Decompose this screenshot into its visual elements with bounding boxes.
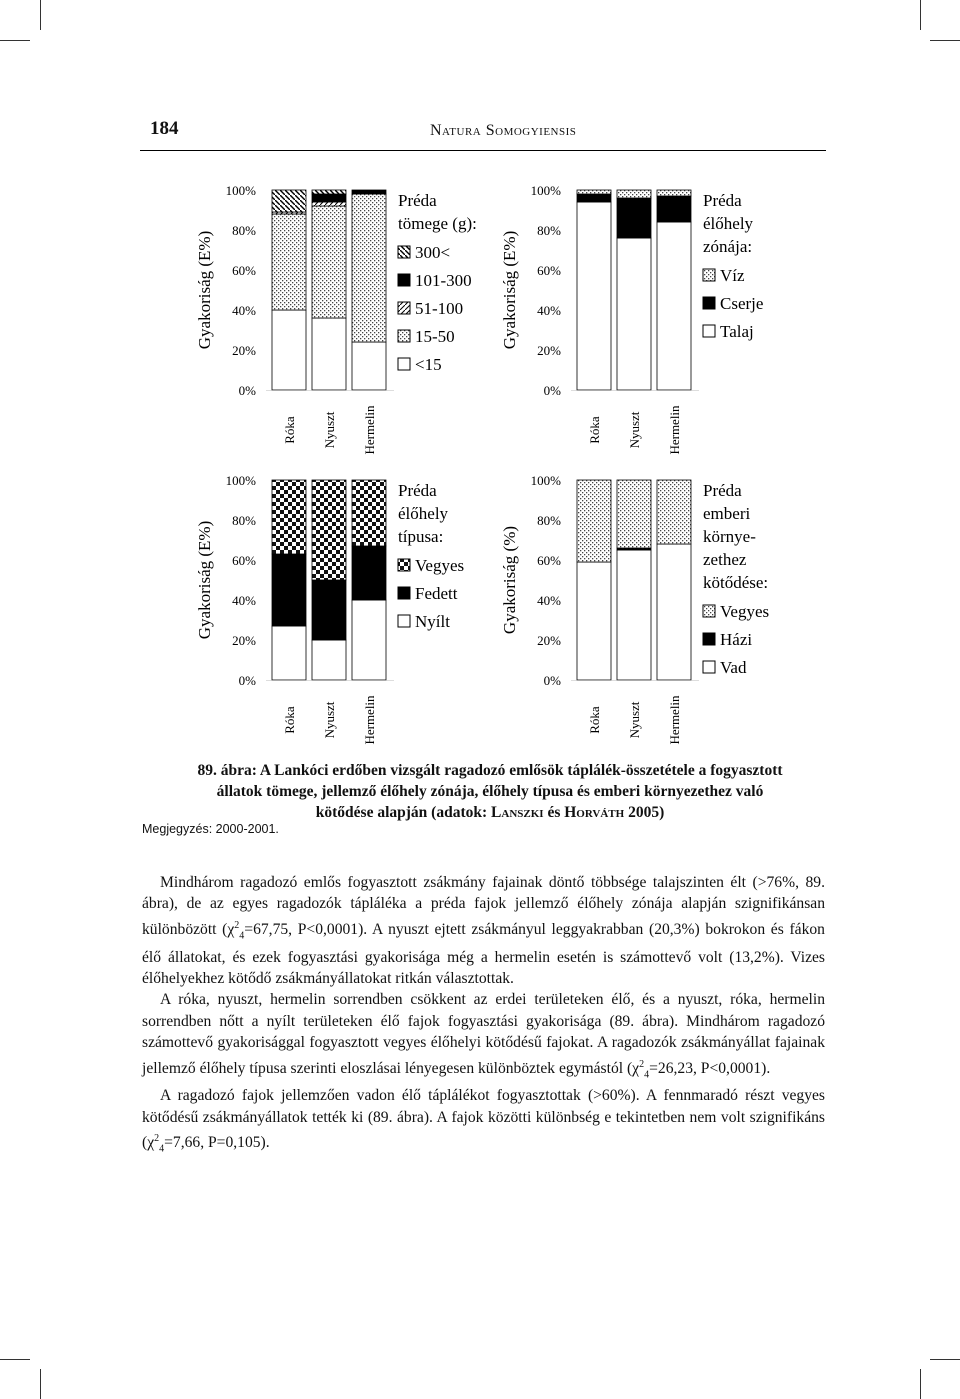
legend-swatch — [398, 559, 410, 571]
legend-label: 101-300 — [415, 271, 472, 290]
legend-swatch — [398, 302, 410, 314]
x-tick-label: Hermelin — [362, 695, 377, 745]
header-rule — [140, 150, 826, 151]
y-tick-label: 20% — [232, 633, 256, 648]
x-tick-label: Nyuszt — [322, 701, 337, 739]
bar-segment — [352, 194, 386, 342]
subscript: 4 — [159, 1143, 165, 1155]
x-tick-label: Róka — [587, 416, 602, 444]
y-axis-label: Gyakoriság (E%) — [195, 230, 214, 350]
bar-segment — [617, 550, 651, 680]
legend-title: tömege (g): — [398, 214, 477, 233]
crop-mark — [40, 1369, 41, 1399]
legend-swatch — [703, 325, 715, 337]
paragraph — [142, 989, 825, 1085]
body-text — [142, 872, 825, 1160]
text-run: =7,66, P=0,105). — [164, 1134, 270, 1152]
subscript: 4 — [644, 1068, 650, 1080]
caption-line: állatok tömege, jellemző élőhely zónája, élőhely típusa és emberi környezethez való — [216, 783, 764, 800]
bar-segment — [312, 480, 346, 580]
legend-title: zethez — [703, 550, 747, 569]
crop-mark — [920, 0, 921, 30]
author-name: Lanszki — [491, 804, 544, 821]
bar-segment — [272, 480, 306, 554]
y-tick-label: 20% — [537, 343, 561, 358]
page-number: 184 — [150, 118, 179, 139]
bar-segment — [617, 238, 651, 390]
legend-label: Vegyes — [415, 556, 465, 575]
caption-text: kötődése alapján (adatok: — [315, 804, 492, 821]
caption-text: és — [543, 804, 565, 821]
legend-swatch — [398, 587, 410, 599]
y-axis-label: Gyakoriság (E%) — [500, 230, 519, 350]
bar-segment — [657, 480, 691, 544]
bar-segment — [657, 196, 691, 222]
legend-label: Talaj — [720, 322, 754, 341]
bar-segment — [617, 480, 651, 548]
paragraph — [142, 872, 825, 989]
crop-mark — [0, 1359, 30, 1360]
legend-title: típusa: — [398, 527, 444, 546]
x-tick-label: Hermelin — [667, 405, 682, 455]
legend-swatch — [398, 274, 410, 286]
caption-line — [150, 802, 830, 823]
legend-swatch — [398, 358, 410, 370]
x-tick-label: Nyuszt — [627, 411, 642, 449]
legend-swatch — [398, 615, 410, 627]
x-tick-label: Hermelin — [667, 695, 682, 745]
y-tick-label: 80% — [232, 513, 256, 528]
bar-segment — [272, 214, 306, 310]
x-tick-label: Nyuszt — [627, 701, 642, 739]
legend-label: Nyílt — [415, 612, 450, 631]
legend-label: Vegyes — [720, 602, 770, 621]
legend-title: környe- — [703, 527, 756, 546]
figure-caption — [150, 760, 830, 823]
bar-segment — [352, 480, 386, 546]
legend-swatch — [703, 605, 715, 617]
legend-label: Fedett — [415, 584, 458, 603]
y-tick-label: 40% — [537, 303, 561, 318]
legend-label: Víz — [720, 266, 745, 285]
y-tick-label: 20% — [537, 633, 561, 648]
bar-segment — [352, 342, 386, 390]
bar-segment — [312, 190, 346, 194]
y-tick-label: 100% — [530, 473, 561, 488]
legend-swatch — [703, 661, 715, 673]
legend-title: Préda — [703, 481, 742, 500]
bar-segment — [657, 222, 691, 390]
x-tick-label: Hermelin — [362, 405, 377, 455]
bar-segment — [577, 194, 611, 202]
caption-text: 2005) — [624, 804, 665, 821]
legend-title: Préda — [703, 191, 742, 210]
bar-segment — [312, 202, 346, 206]
y-tick-label: 0% — [543, 673, 561, 688]
y-tick-label: 60% — [232, 553, 256, 568]
crop-mark — [0, 40, 30, 41]
bar-segment — [577, 190, 611, 194]
bar-segment — [312, 206, 346, 318]
bar-segment — [617, 190, 651, 198]
bar-segment — [272, 554, 306, 626]
running-header: Natura Somogyiensis — [430, 122, 577, 139]
legend-label: Vad — [720, 658, 747, 677]
legend-title: zónája: — [703, 237, 753, 256]
bar-segment — [617, 198, 651, 238]
crop-mark — [930, 40, 960, 41]
x-tick-label: Róka — [282, 416, 297, 444]
y-tick-label: 60% — [537, 263, 561, 278]
bar-segment — [312, 318, 346, 390]
legend-label: 51-100 — [415, 299, 464, 318]
y-tick-label: 100% — [530, 183, 561, 198]
y-tick-label: 0% — [238, 383, 256, 398]
bar-segment — [312, 580, 346, 640]
legend-swatch — [398, 246, 410, 258]
y-tick-label: 80% — [537, 223, 561, 238]
crop-mark — [920, 1369, 921, 1399]
superscript: 2 — [639, 1058, 645, 1070]
y-axis-label: Gyakoriság (E%) — [195, 520, 214, 640]
y-tick-label: 40% — [537, 593, 561, 608]
y-tick-label: 40% — [232, 303, 256, 318]
superscript: 2 — [154, 1133, 160, 1145]
bar-segment — [352, 600, 386, 680]
paragraph — [142, 1085, 825, 1160]
legend-swatch — [703, 269, 715, 281]
legend-swatch — [398, 330, 410, 342]
legend-title: élőhely — [703, 214, 754, 233]
legend-label: Cserje — [720, 294, 764, 313]
legend-label: <15 — [415, 355, 442, 374]
subscript: 4 — [239, 930, 245, 942]
legend-swatch — [703, 297, 715, 309]
y-tick-label: 80% — [232, 223, 256, 238]
y-tick-label: 100% — [225, 473, 256, 488]
legend-label: 300< — [415, 243, 451, 262]
figure-89 — [180, 170, 820, 750]
legend-title: Préda — [398, 481, 437, 500]
legend-label: Házi — [720, 630, 753, 649]
x-tick-label: Róka — [587, 706, 602, 734]
text-run: A ragadozó fajok jellemzően vadon élő táplálékot fogyasztottak (>60%). A fennmaradó részt vegyes kötődésű zsákmányállatok tették ki (89. ábra). A fajok közötti különbség e tekintetben nem volt szignifikáns (χ — [142, 1087, 825, 1152]
superscript: 2 — [234, 919, 240, 931]
legend-label: 15-50 — [415, 327, 455, 346]
bar-segment — [577, 480, 611, 562]
y-tick-label: 80% — [537, 513, 561, 528]
y-tick-label: 60% — [232, 263, 256, 278]
bar-segment — [272, 310, 306, 390]
x-tick-label: Róka — [282, 706, 297, 734]
bar-segment — [352, 546, 386, 600]
legend-title: Préda — [398, 191, 437, 210]
text-run: A róka, nyuszt, hermelin sorrendben csökkent az erdei területeken élő, és a nyuszt, róka, hermelin sorrendben nőtt a nyílt területeken élő fajok fogyasztási gyakorisága (89. ábra). Mindhárom ragadozó számottevő gyakorisággal fogyasztott vegyes élőhelyi kötődésű fajokat. A ragadozók zsákmányállat fajainak jellemző élőhely típusa szerinti eloszlásai lényegesen különböztek egymástól (χ — [142, 991, 825, 1077]
y-tick-label: 0% — [543, 383, 561, 398]
bar-segment — [272, 190, 306, 212]
y-tick-label: 20% — [232, 343, 256, 358]
legend-title: emberi — [703, 504, 751, 523]
crop-mark — [930, 1359, 960, 1360]
bar-segment — [312, 640, 346, 680]
bar-segment — [657, 190, 691, 196]
bar-segment — [577, 562, 611, 680]
text-run: Mindhárom ragadozó emlős fogyasztott zsákmány fajainak döntő többsége talajszinten élt (>76%, 89. ábra), de az egyes ragadozók tápláléka a préda fajok jellemző élőhely zónája alapján szignifikánsan különbözött (χ — [142, 874, 825, 938]
legend-swatch — [703, 633, 715, 645]
author-name: Horváth — [564, 804, 625, 821]
y-tick-label: 40% — [232, 593, 256, 608]
text-run: =67,75, P<0,0001). A nyuszt ejtett zsákmányul leggyakrabban (20,3%) bokrokon és fákon élő állatokat, és ezek fogyasztási gyakorisága még a hermelin esetén is számottevő volt (13,2%). Vizes élőhelyekhez kötődő zsákmányállatokat ritkán választottak. — [142, 921, 825, 987]
figure-note: Megjegyzés: 2000-2001. — [142, 822, 279, 836]
x-tick-label: Nyuszt — [322, 411, 337, 449]
bar-segment — [312, 194, 346, 202]
y-tick-label: 60% — [537, 553, 561, 568]
bar-segment — [657, 544, 691, 680]
legend-title: élőhely — [398, 504, 449, 523]
caption-line: 89. ábra: A Lankóci erdőben vizsgált ragadozó emlősök táplálék-összetétele a fogyasztott — [197, 762, 783, 779]
bar-segment — [577, 202, 611, 390]
text-run: =26,23, P<0,0001). — [649, 1059, 771, 1077]
bar-segment — [352, 190, 386, 194]
legend-title: kötődése: — [703, 573, 769, 592]
crop-mark — [40, 0, 41, 30]
y-axis-label: Gyakoriság (%) — [500, 525, 519, 635]
y-tick-label: 0% — [238, 673, 256, 688]
bar-segment — [272, 626, 306, 680]
y-tick-label: 100% — [225, 183, 256, 198]
